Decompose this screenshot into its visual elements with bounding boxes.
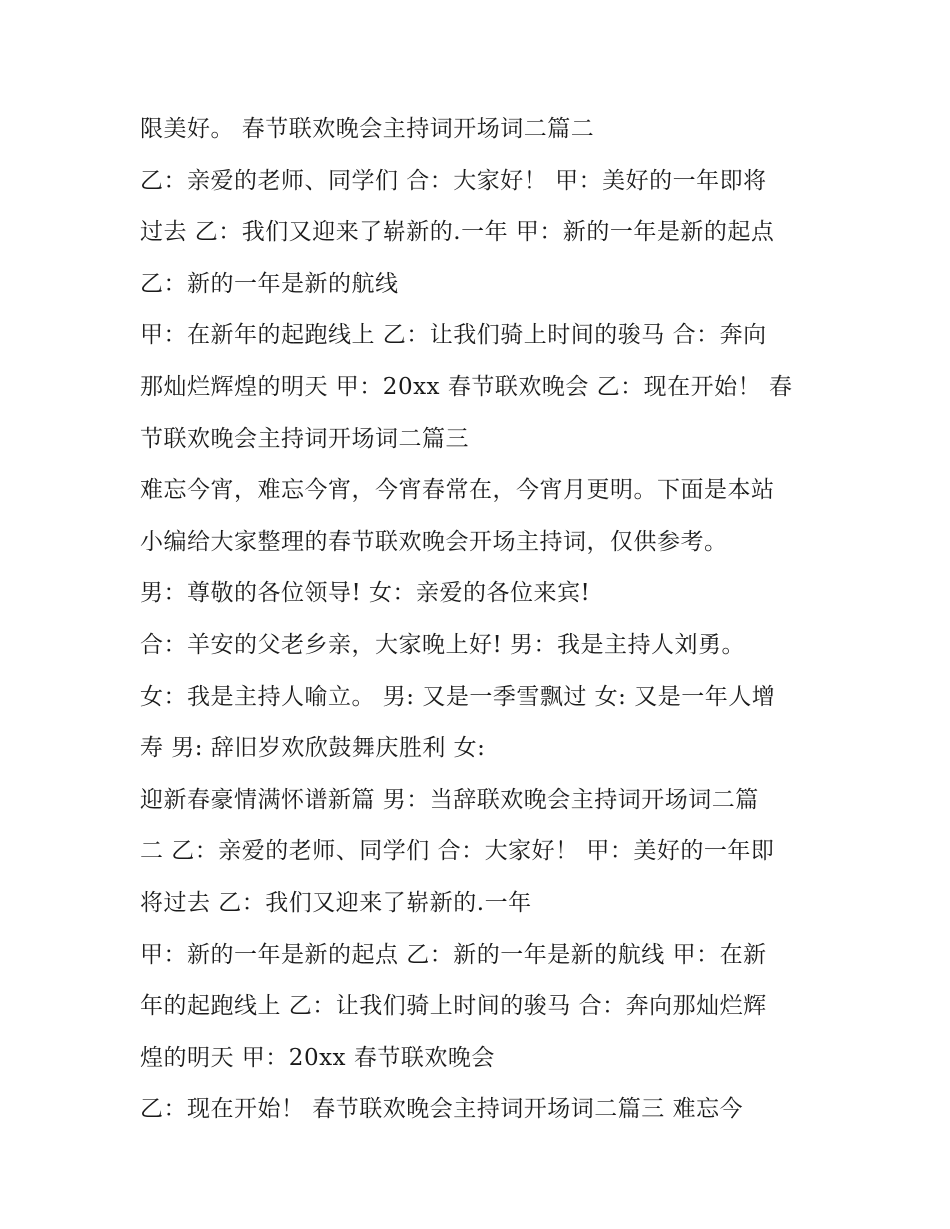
text-line-15: 二 乙：亲爱的老师、同学们 合：大家好！ 甲：美好的一年即 <box>140 838 775 865</box>
text-line-13: 寿 男: 辞旧岁欢欣鼓舞庆胜利 女: <box>140 735 486 762</box>
text-line-14: 迎新春豪情满怀谱新篇 男：当辞联欢晚会主持词开场词二篇 <box>140 786 759 813</box>
text-line-9: 小编给大家整理的春节联欢晚会开场主持词，仅供参考。 <box>140 528 728 555</box>
text-line-19: 煌的明天 甲：20xx 春节联欢晚会 <box>140 1044 495 1071</box>
text-line-4: 乙：新的一年是新的航线 <box>140 270 399 297</box>
text-line-5: 甲：在新年的起跑线上 乙：让我们骑上时间的骏马 合：奔向 <box>140 322 767 349</box>
text-line-1: 限美好。 春节联欢晚会主持词开场词二篇二 <box>140 116 595 142</box>
text-line-12: 女：我是主持人喻立。 男: 又是一季雪飘过 女: 又是一年人增 <box>140 683 776 710</box>
text-line-7: 节联欢晚会主持词开场词二篇三 <box>140 425 469 452</box>
text-line-11: 合：羊安的父老乡亲，大家晚上好! 男：我是主持人刘勇。 <box>140 631 746 658</box>
text-line-6: 那灿烂辉煌的明天 甲：20xx 春节联欢晚会 乙：现在开始！ 春 <box>140 373 793 400</box>
document-body <box>140 104 820 1136</box>
text-line-8: 难忘今宵，难忘今宵，今宵春常在，今宵月更明。下面是本站 <box>140 477 775 504</box>
text-line-16: 将过去 乙：我们又迎来了崭新的.一年 <box>140 889 532 916</box>
text-line-18: 年的起跑线上 乙：让我们骑上时间的骏马 合：奔向那灿烂辉 <box>140 993 767 1020</box>
text-line-2: 乙：亲爱的老师、同学们 合：大家好！ 甲：美好的一年即将 <box>140 167 767 194</box>
text-line-3: 过去 乙：我们又迎来了崭新的.一年 甲：新的一年是新的起点 <box>140 219 775 246</box>
text-line-20: 乙：现在开始！ 春节联欢晚会主持词开场词二篇三 难忘今 <box>140 1096 744 1123</box>
text-line-17: 甲：新的一年是新的起点 乙：新的一年是新的航线 甲：在新 <box>140 941 767 968</box>
text-line-10: 男：尊敬的各位领导! 女：亲爱的各位来宾! <box>140 580 591 607</box>
